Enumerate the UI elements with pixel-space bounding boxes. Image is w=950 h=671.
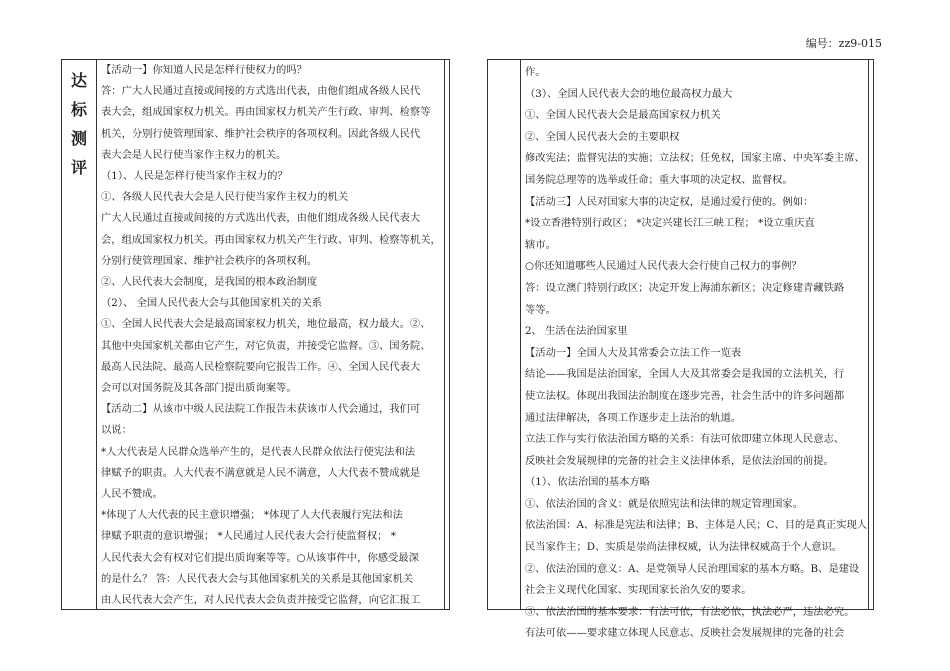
- text-line: 律赋予的职责。人大代表不满意就是人民不满意，人大代表不赞成就是: [101, 466, 421, 479]
- text-line: 辖市。: [525, 238, 556, 251]
- text-line: 由人民代表大会产生，对人民代表大会负责并接受它监督，向它汇报工: [101, 594, 421, 607]
- text-line: （1）、依法治国的基本方略: [525, 476, 650, 489]
- text-line: 人民代表大会有权对它们提出质询案等等。○从该事件中，你感受最深: [101, 551, 419, 564]
- section-label-char: 标: [70, 100, 87, 119]
- section-label-char: 测: [70, 129, 87, 148]
- text-line: ①、全国人民代表大会是最高国家权力机关: [525, 109, 721, 122]
- text-line: 作。: [525, 66, 546, 78]
- document-number: 编号：zz9-015: [805, 37, 882, 50]
- right-text-block: [525, 62, 868, 645]
- text-line: 社会主义现代化国家、实现国家长治久安的要求。: [525, 584, 752, 597]
- text-line: 民当家作主；D、实质是崇尚法律权威，认为法律权威高于个人意识。: [525, 541, 843, 554]
- left-text-block: [101, 60, 440, 611]
- text-line: 最高人民法院、最高人民检察院要向它报告工作。④、全国人民代表大: [101, 360, 421, 373]
- text-line: 人民不赞成。: [101, 488, 163, 501]
- text-line: ②、全国人民代表大会的主要职权: [525, 130, 680, 143]
- text-line: 反映社会发展规律的完备的社会主义法律体系，是依法治国的前提。: [525, 454, 834, 467]
- text-line: 立法工作与实行依法治国方略的关系：有法可依即建立体现人民意志、: [525, 433, 845, 446]
- right-content-cell: [520, 60, 869, 640]
- right-table: [487, 59, 874, 640]
- text-line: 答：广大人民通过直接或间接的方式选出代表，由他们组成各级人民代: [101, 85, 421, 98]
- text-line: 答：设立澳门特别行政区；决定开发上海浦东新区；决定修建青藏铁路: [525, 281, 845, 294]
- text-line: 的是什么？ 答：人民代表大会与其他国家机关的关系是其他国家机关: [101, 572, 414, 585]
- text-line: 2、 生活在法治国家里: [525, 325, 628, 338]
- text-line: 国务院总理等的选举或任命；重大事项的决定权、监督权。: [525, 173, 793, 186]
- text-line: 等等。: [525, 303, 556, 316]
- text-line: 其他中央国家机关都由它产生，对它负责，并接受它监督。③、国务院、: [101, 339, 431, 352]
- text-line: 【活动一】你知道人民是怎样行使权力的吗？: [101, 64, 307, 76]
- text-line: *人大代表是人民群众选举产生的，是代表人民群众依法行使宪法和法: [101, 445, 416, 458]
- text-line: *设立香港特别行政区； *决定兴建长江三峡工程； *设立重庆直: [525, 217, 815, 230]
- text-line: ○你还知道哪些人民通过人民代表大会行使自己权力的事例？: [525, 260, 802, 273]
- text-line: ②、依法治国的意义：A、是党领导人民治理国家的基本方略。B、是建设: [525, 562, 860, 575]
- text-line: 依法治国：A、标准是宪法和法律；B、主体是人民；C、目的是真正实现人: [525, 519, 868, 532]
- text-line: 有法可依——要求建立体现人民意志、反映社会发展规律的完备的社会: [525, 627, 845, 640]
- text-line: ③、依法治国的基本要求：有法可依，有法必依，执法必严，违法必究。: [525, 605, 855, 618]
- text-line: 机关，分别行使管理国家、维护社会秩序的各项权利。因此各级人民代: [101, 127, 421, 140]
- text-line: 【活动二】从该市中级人民法院工作报告未获该市人代会通过，我们可: [101, 403, 421, 416]
- text-line: （3）、全国人民代表大会的地位最高权力最大: [525, 87, 733, 100]
- text-line: 【活动三】人民对国家大事的决定权，是通过爱行使的。例如：: [525, 195, 814, 208]
- text-line: 使立法权。体现出我国法治制度在逐步完善，社会生活中的许多问题都: [525, 389, 845, 402]
- section-label-char: 达: [70, 71, 87, 90]
- text-line: 分别行使管理国家、维护社会秩序的各项权利。: [101, 254, 318, 267]
- section-label-char: 评: [70, 158, 87, 177]
- text-line: 律赋予职责的意识增强； *人民通过人民代表大会行使监督权； *: [101, 530, 396, 543]
- left-content-cell: [96, 60, 445, 609]
- text-line: 广大人民通过直接或间接的方式选出代表，由他们组成各级人民代表大: [101, 212, 421, 225]
- text-line: 【活动一】全国人大及其常委会立法工作一览表: [525, 346, 742, 359]
- text-line: 会可以对国务院及其各部门提出质询案等。: [101, 382, 297, 395]
- text-line: 表大会是人民行使当家作主权力的机关。: [101, 148, 287, 161]
- section-label: [62, 60, 96, 182]
- text-line: 结论——我国是法治国家，全国人大及其常委会是我国的立法机关，行: [525, 368, 845, 381]
- text-line: （2）、 全国人民代表大会与其他国家机关的关系: [101, 297, 322, 310]
- text-line: 以说：: [101, 424, 132, 437]
- text-line: ②、人民代表大会制度，是我国的根本政治制度: [101, 276, 318, 289]
- text-line: ①、各级人民代表大会是人民行使当家作主权力的机关: [101, 191, 349, 204]
- text-line: ①、全国人民代表大会是最高国家权力机关，地位最高，权力最大。②、: [101, 318, 431, 331]
- left-table: [61, 59, 450, 610]
- text-line: ①、依法治国的含义：就是依照宪法和法律的规定管理国家。: [525, 497, 804, 510]
- text-line: *体现了人大代表的民主意识增强； *体现了人大代表履行宪法和法: [101, 509, 403, 522]
- text-line: 通过法律解决，各项工作逐步走上法治的轨道。: [525, 411, 742, 424]
- text-line: 修改宪法；监督宪法的实施；立法权；任免权，国家主席、中央军委主席、: [525, 152, 865, 165]
- text-line: 表大会，组成国家权力机关。再由国家权力机关产生行政、审判、检察等: [101, 106, 431, 119]
- text-line: （1）、人民是怎样行使当家作主权力的？: [101, 170, 288, 183]
- text-line: 会，组成国家权力机关。再由国家权力机关产生行政、审判、检察等机关，: [101, 233, 441, 246]
